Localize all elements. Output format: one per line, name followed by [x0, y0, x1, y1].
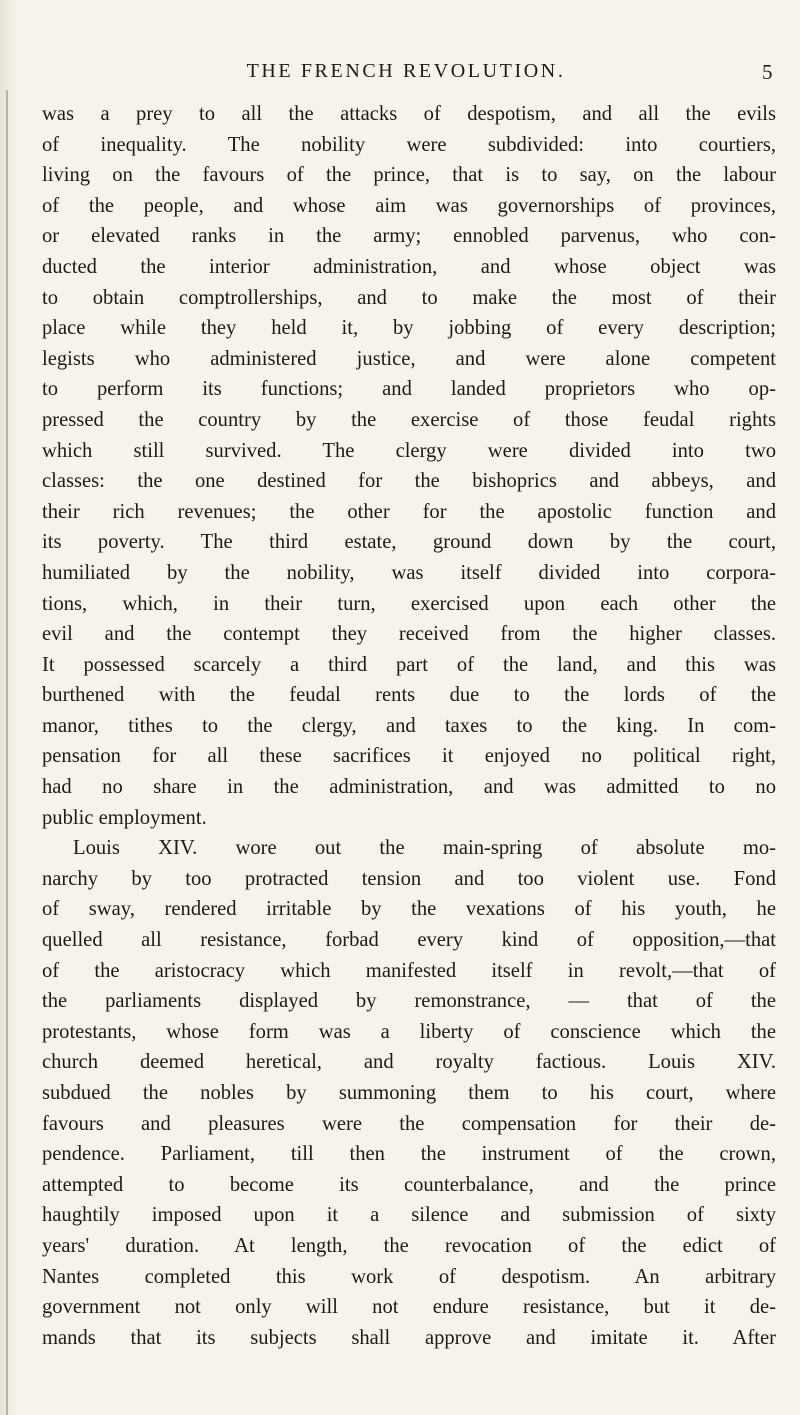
text-line: classes: the one destined for the bishoprics and abbeys, and	[42, 470, 776, 493]
text-line: of sway, rendered irritable by the vexations of his youth, he	[42, 898, 776, 921]
page-number: 5	[762, 60, 773, 84]
text-line: pressed the country by the exercise of those feudal rights	[42, 408, 776, 431]
text-line: evil and the contempt they received from the higher classes.	[42, 623, 776, 646]
text-line: Louis XIV. wore out the main-spring of absolute mo-	[73, 837, 776, 860]
text-line: to obtain comptrollerships, and to make the most of their	[42, 286, 776, 309]
text-line: favours and pleasures were the compensation for their de-	[42, 1112, 776, 1135]
text-line: years' duration. At length, the revocation of the edict of	[42, 1234, 776, 1257]
text-line: narchy by too protracted tension and too violent use. Fond	[42, 867, 776, 890]
text-line: quelled all resistance, forbad every kind of opposition,—that	[42, 929, 776, 952]
text-line: Nantes completed this work of despotism. An arbitrary	[42, 1265, 776, 1288]
text-line: their rich revenues; the other for the apostolic function and	[42, 500, 776, 523]
text-line: was a prey to all the attacks of despotism, and all the evils	[42, 103, 776, 125]
text-line: protestants, whose form was a liberty of conscience which the	[42, 1020, 776, 1043]
text-line: of the aristocracy which manifested itself in revolt,—that of	[42, 959, 776, 982]
text-line: manor, tithes to the clergy, and taxes to the king. In com-	[42, 714, 776, 737]
text-line: tions, which, in their turn, exercised upon each other the	[42, 592, 776, 615]
text-line: had no share in the administration, and was admitted to no	[42, 776, 776, 799]
text-line: government not only will not endure resistance, but it de-	[42, 1296, 776, 1319]
text-line: ducted the interior administration, and whose object was	[42, 255, 776, 278]
binding-gutter-line	[6, 90, 8, 1415]
text-line: to perform its functions; and landed proprietors who op-	[42, 378, 776, 401]
text-line: haughtily imposed upon it a silence and submission of sixty	[42, 1204, 776, 1227]
text-line: attempted to become its counterbalance, and the prince	[42, 1173, 776, 1196]
text-line: legists who administered justice, and were alone competent	[42, 347, 776, 370]
text-line: of the people, and whose aim was governorships of provinces,	[42, 194, 776, 217]
text-line: burthened with the feudal rents due to the lords of the	[42, 684, 776, 707]
body-text	[42, 99, 776, 1353]
text-line: mands that its subjects shall approve and imitate it. After	[42, 1326, 776, 1349]
text-line: church deemed heretical, and royalty factious. Louis XIV.	[42, 1051, 776, 1074]
text-line: or elevated ranks in the army; ennobled parvenus, who con-	[42, 225, 776, 248]
text-line: pendence. Parliament, till then the instrument of the crown,	[42, 1143, 776, 1166]
running-title: THE FRENCH REVOLUTION.	[246, 60, 566, 82]
text-line: of inequality. The nobility were subdivided: into courtiers,	[42, 133, 776, 156]
text-line: which still survived. The clergy were divided into two	[42, 439, 776, 462]
text-line: It possessed scarcely a third part of the land, and this was	[42, 653, 776, 676]
text-line: pensation for all these sacrifices it enjoyed no political right,	[42, 745, 776, 768]
text-line: humiliated by the nobility, was itself divided into corpora-	[42, 561, 776, 584]
text-line: public employment.	[42, 806, 207, 829]
text-line: place while they held it, by jobbing of every description;	[42, 317, 776, 340]
binding-gutter-shadow	[0, 0, 18, 1415]
text-line: subdued the nobles by summoning them to his court, where	[42, 1082, 776, 1104]
text-line: living on the favours of the prince, that is to say, on the labour	[42, 164, 776, 187]
text-line: its poverty. The third estate, ground down by the court,	[42, 531, 776, 554]
text-line: the parliaments displayed by remonstrance, — that of the	[42, 990, 776, 1013]
